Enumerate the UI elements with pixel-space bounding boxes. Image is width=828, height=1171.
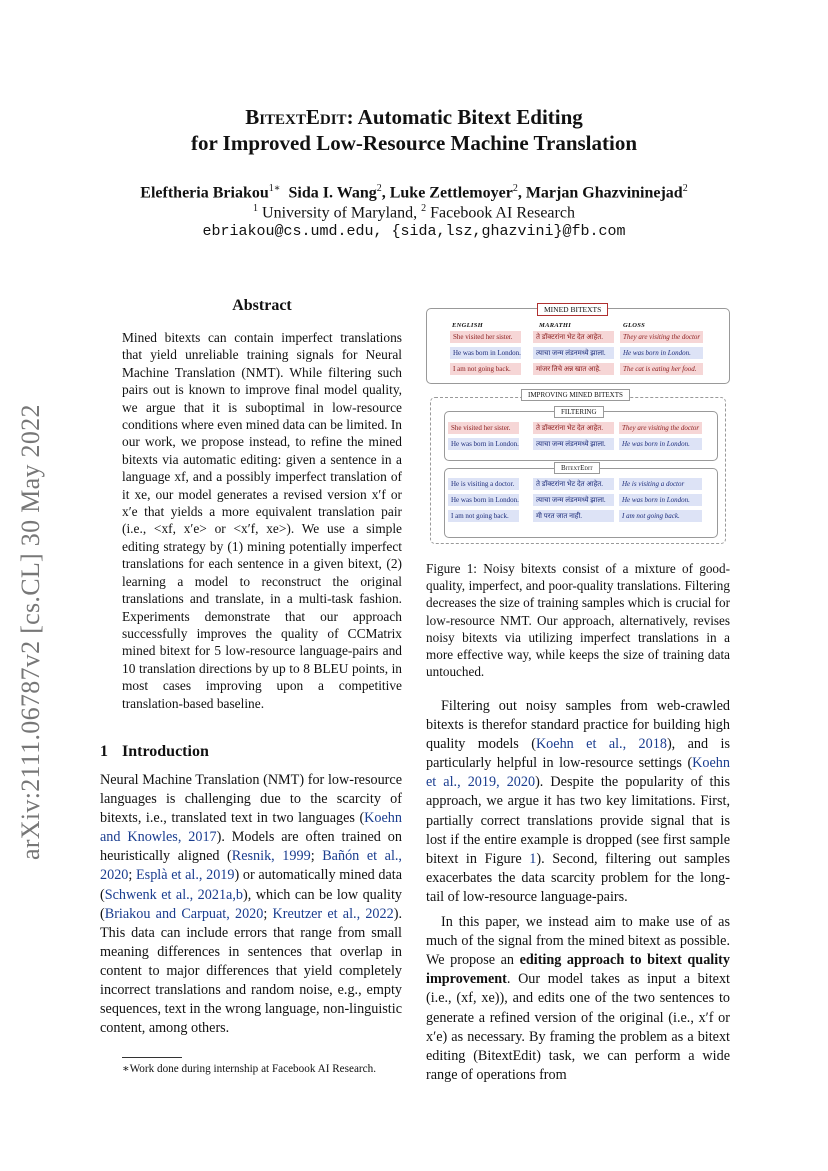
column-header-marathi: MARATHI (539, 322, 572, 329)
bitext-cell-mr: त्याचा जन्म लंडनमध्ये झाला. (533, 494, 614, 506)
body-text: ), and is particularly helpful in low-resource settings ( (426, 736, 730, 772)
bitextedit-label: BitextEdit (554, 462, 600, 474)
bitext-cell-gl: He was born in London. (619, 438, 702, 450)
citation-link[interactable]: Briakou and Carpuat, 2020 (104, 905, 264, 922)
section-heading (100, 743, 209, 761)
citation-link[interactable]: Resnik, 1999 (231, 848, 311, 865)
bitext-cell-gl: They are visiting the doctor (620, 331, 703, 343)
mined-bitexts-label: MINED BITEXTS (537, 303, 608, 316)
filtering-panel (444, 411, 718, 461)
paper-title-line2: for Improved Low-Resource Machine Translation (190, 131, 638, 155)
intro-paragraph (100, 771, 402, 1038)
body-text: ). Second, filtering out samples exacerbates the data scarcity problem for the long-tail of low-resource language-pairs. (426, 850, 731, 905)
author-emails: ebriakou@cs.umd.edu, {sida,lsz,ghazvini}@fb.com (202, 223, 626, 240)
bitext-cell-en: He was born in London. (448, 438, 519, 450)
abstract-text (122, 329, 402, 712)
bitext-cell-gl: I am not going back. (619, 510, 702, 522)
bitext-cell-mr: ते डॉक्टरांना भेट देत आहेत. (533, 331, 614, 343)
body-text: Neural Machine Translation (NMT) for low-resource languages is challenging due to the scarcity of bitexts, i.e., translated text in two languages ( (100, 772, 402, 827)
affiliation: University of Maryland, (262, 204, 418, 222)
bitext-cell-mr: त्याचा जन्म लंडनमध्ये झाला. (533, 347, 614, 359)
abstract-heading: Abstract (232, 297, 292, 314)
citation-link[interactable]: Koehn et al., 2018 (535, 736, 667, 753)
improving-label: IMPROVING MINED BITEXTS (521, 389, 630, 401)
figure-1 (426, 298, 730, 544)
footnote: ∗Work done during internship at Facebook AI Research. (122, 1063, 377, 1075)
body-text: ). This data can include errors that range from small meaning differences in sentences that overlap in content to major differences that yield completely incorrect translations and random noise, e.g., empty sequences, text in the wrong language, non-linguistic content, among others. (100, 905, 402, 1037)
author: Sida I. Wang (288, 184, 377, 202)
body-text: ; (310, 848, 323, 865)
author-sup: 2 (512, 183, 518, 194)
author: Eleftheria Briakou (140, 184, 269, 202)
right-column-text (426, 697, 730, 1085)
paper-title-line1 (0, 104, 828, 131)
author: Luke Zettlemoyer (389, 184, 513, 202)
body-text: . Our model takes as input a bitext (i.e., (xf, xe)), and edits one of the two sentences to generate a refined version of the original (i.e., x′f or x′e) as necessary. By framing the problem as a bitext editing (BitextEdit) task, we can perform a wide range of operations from (426, 971, 730, 1083)
bitext-cell-en: I am not going back. (448, 510, 519, 522)
bitext-cell-gl: He was born in London. (620, 347, 703, 359)
section-title: Introduction (122, 743, 209, 760)
bitext-cell-mr: ते डॉक्टरांना भेट देत आहेत. (533, 422, 614, 434)
bitext-cell-gl: He was born in London. (619, 494, 702, 506)
citation-link[interactable]: Bañón et al., 2020 (100, 848, 402, 884)
body-text: ) or automatically mined data ( (100, 867, 403, 903)
bold-phrase: editing approach to bitext quality improvement (426, 952, 730, 988)
bitext-cell-mr: त्याचा जन्म लंडनमध्ये झाला. (533, 438, 614, 450)
column-header-english: ENGLISH (452, 322, 483, 329)
body-text: ; (263, 905, 273, 922)
author-list: Eleftheria Briakou$^{1∗}$ Sida I. Wang$^2$, Luke Zettlemoyer$^2$, Marjan Ghazvininejad$^2$ (140, 183, 688, 202)
arxiv-stamp (12, 360, 52, 860)
bitext-cell-gl: He is visiting a doctor (619, 478, 702, 490)
body-text: Filtering out noisy samples from web-crawled bitexts is therefor standard practice for building high quality models ( (426, 698, 730, 753)
bitext-cell-gl: The cat is eating her food. (620, 363, 703, 375)
bitext-cell-en: He was born in London. (450, 347, 521, 359)
bitext-cell-mr: ते डॉक्टरांना भेट देत आहेत. (533, 478, 614, 490)
body-text: ; (128, 867, 136, 884)
citation-link[interactable]: Kreutzer et al., 2022 (272, 905, 394, 922)
citation-link[interactable]: Esplà et al., 2019 (136, 867, 235, 884)
body-text: ). Despite the popularity of this approach, we argue it has two key limitations. First, partially correct translations provide signal that is lost if the entire example is dropped (see first sample bitext in Figure (426, 774, 730, 867)
bitext-cell-en: I am not going back. (450, 363, 521, 375)
author-sup: 1∗ (268, 183, 281, 194)
bitext-cell-mr: मांजर तिचे अन्न खात आहे. (533, 363, 614, 375)
column-header-gloss: GLOSS (623, 322, 646, 329)
title-rest: : Automatic Bitext Editing (346, 105, 583, 129)
section-number: 1 (100, 743, 108, 760)
figure-caption: Figure 1: Noisy bitexts consist of a mixture of good-quality, imperfect, and poor-quality translations. Filtering decreases the size of training samples which is crucial for low-resource NMT. Our approach, alternatively, revises noisy bitexts via utilizing imperfect translations in a more effective way, while keeps the size of training data untouched. (426, 561, 730, 680)
abstract-paragraph: Mined bitexts can contain imperfect translations that yield unreliable training signals for Neural Machine Translation (NMT). While filtering such pairs out is known to improve final model quality, we argue that it is suboptimal in low-resource conditions where even mined data can be limited. In our work, we propose instead, to refine the mined bitexts via automatic editing: given a sentence in a language xf, and a possibly imperfect translation of it xe, our model generates a revised version x′f or x′e that yields a more equivalent translation pair (i.e., <xf, x′e> or <x′f, xe>). We use a simple editing strategy by (1) mining potentially imperfect translations for each sentence in a given bitext, (2) learning a model to reconstruct the original translations and translate, in a multi-task fashion. Experiments demonstrate that our approach successfully improves the quality of CCMatrix mined bitext for 5 low-resource language-pairs and 10 translation directions by up to 8 BLEU points, in most cases improving upon a competitive translation-based baseline. (122, 330, 402, 711)
body-text: ), which can be low quality ( (100, 886, 402, 922)
bitext-cell-en: She visited her sister. (450, 331, 521, 343)
citation-link[interactable]: Schwenk et al., 2021a,b (104, 886, 243, 903)
affiliation: Facebook AI Research (430, 204, 575, 222)
affiliations (0, 203, 828, 222)
arxiv-stamp-text: arXiv:2111.06787v2 [cs.CL] 30 May 2022 (16, 404, 45, 860)
figure-ref-link[interactable]: 1 (529, 850, 537, 867)
bitext-cell-en: He was born in London. (448, 494, 519, 506)
filtering-label: FILTERING (554, 406, 604, 418)
affil-sup: 1 (253, 203, 259, 214)
body-text: ). Models are often trained on heuristically aligned ( (100, 829, 402, 865)
body-text: In this paper, we instead aim to make use of as much of the signal from the mined bitext as possible. We propose an (426, 914, 730, 969)
author-sup: 2 (682, 183, 688, 194)
bitext-cell-gl: They are visiting the doctor (619, 422, 702, 434)
bitext-cell-en: He is visiting a doctor. (448, 478, 519, 490)
citation-link[interactable]: Koehn et al., 2019, 2020 (426, 755, 730, 791)
citation-link[interactable]: Koehn and Knowles, 2017 (100, 810, 402, 846)
bitext-cell-mr: मी परत जात नाही. (533, 510, 614, 522)
author-sup: 2 (376, 183, 382, 194)
affil-sup: 2 (421, 203, 427, 214)
author: Marjan Ghazvininejad (525, 184, 683, 202)
bitext-cell-en: She visited her sister. (448, 422, 519, 434)
footnote-rule (122, 1057, 182, 1058)
method-name: BitextEdit (245, 105, 347, 129)
paragraph (426, 913, 730, 1085)
paragraph (426, 697, 730, 907)
